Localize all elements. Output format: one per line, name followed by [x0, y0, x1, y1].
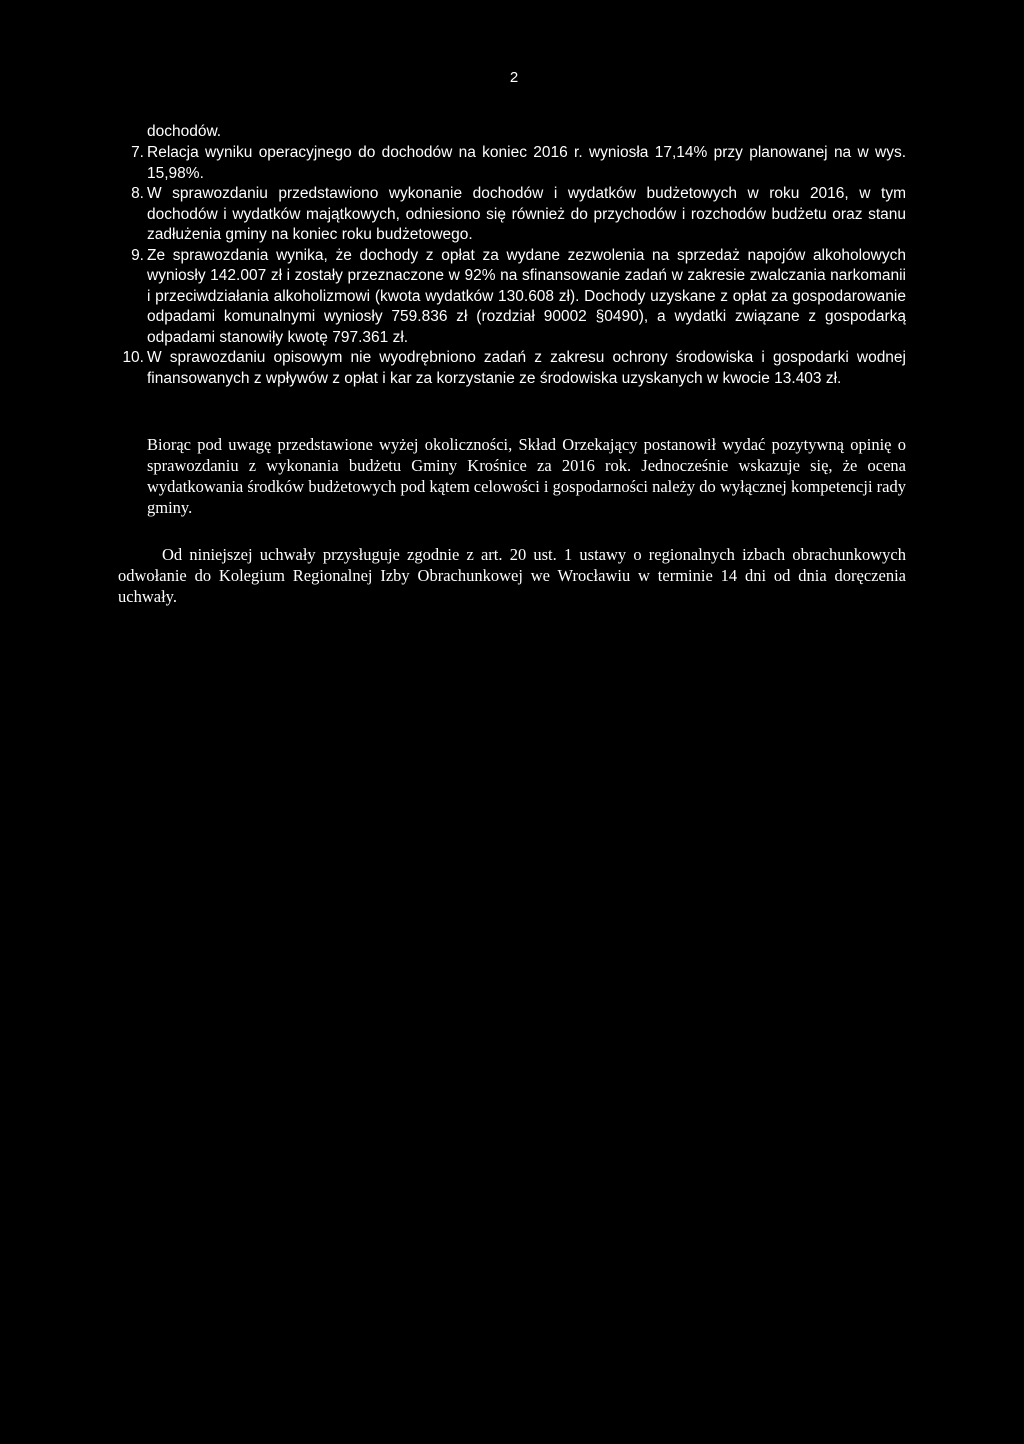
list-item-number: 7. [131, 144, 144, 161]
list-item-number: 10. [122, 349, 144, 366]
list-item-text: W sprawozdaniu opisowym nie wyodrębniono zadań z zakresu ochrony środowiska i gospodarki wodnej finansowanych z wpływów z opłat i kar za korzystanie ze środowiska uzyskanych w kwocie 13.403 zł. [147, 349, 906, 387]
conclusion-paragraph: Biorąc pod uwagę przedstawione wyżej okoliczności, Skład Orzekający postanowił wydać pozytywną opinię o sprawozdaniu z wykonania budżetu Gminy Krośnice za 2016 rok. Jednocześnie wskazuje się, że ocena wydatkowania środków budżetowych pod kątem celowości i gospodarności należy do wyłącznej kompetencji rady gminy. [147, 435, 906, 517]
list-item-number: 9. [131, 246, 144, 264]
list-item-text: Ze sprawozdania wynika, że dochody z opłat za wydane zezwolenia na sprzedaż napojów alkoholowych wyniosły 142.007 zł i zostały przeznaczone w 92% na sfinansowanie zadań w zakresie zwalczania narkomanii i przeciwdziałania alkoholizmowi (kwota wydatków 130.608 zł). Dochody uzyskane z opłat za gospodarowanie odpadami komunalnymi wyniosły 759.836 zł (rozdział 90002 §0490), a wydatki związane z gospodarką odpadami stanowiły kwotę 797.361 zł. [147, 246, 906, 346]
list-item-7 [110, 143, 906, 184]
list-item-number: 8. [131, 185, 144, 202]
list-item-text: Relacja wyniku operacyjnego do dochodów na koniec 2016 r. wyniosła 17,14% przy planowanej na w wys. 15,98%. [147, 144, 906, 182]
list-item-10 [110, 348, 906, 389]
page-number: 2 [509, 69, 519, 86]
continuation-text: dochodów. [147, 123, 222, 140]
list-item-text: W sprawozdaniu przedstawiono wykonanie dochodów i wydatków budżetowych w roku 2016, w tym dochodów i wydatków majątkowych, odniesiono się również do przychodów i rozchodów budżetu oraz stanu zadłużenia gminy na koniec roku budżetowego. [147, 185, 906, 243]
numbered-list [110, 143, 906, 389]
list-item-9 [110, 246, 906, 349]
list-item-8 [110, 184, 906, 246]
appeal-notice-paragraph: Od niniejszej uchwały przysługuje zgodnie z art. 20 ust. 1 ustawy o regionalnych izbach obrachunkowych odwołanie do Kolegium Regionalnej Izby Obrachunkowej we Wrocławiu w terminie 14 dni od dnia doręczenia uchwały. [118, 545, 906, 606]
